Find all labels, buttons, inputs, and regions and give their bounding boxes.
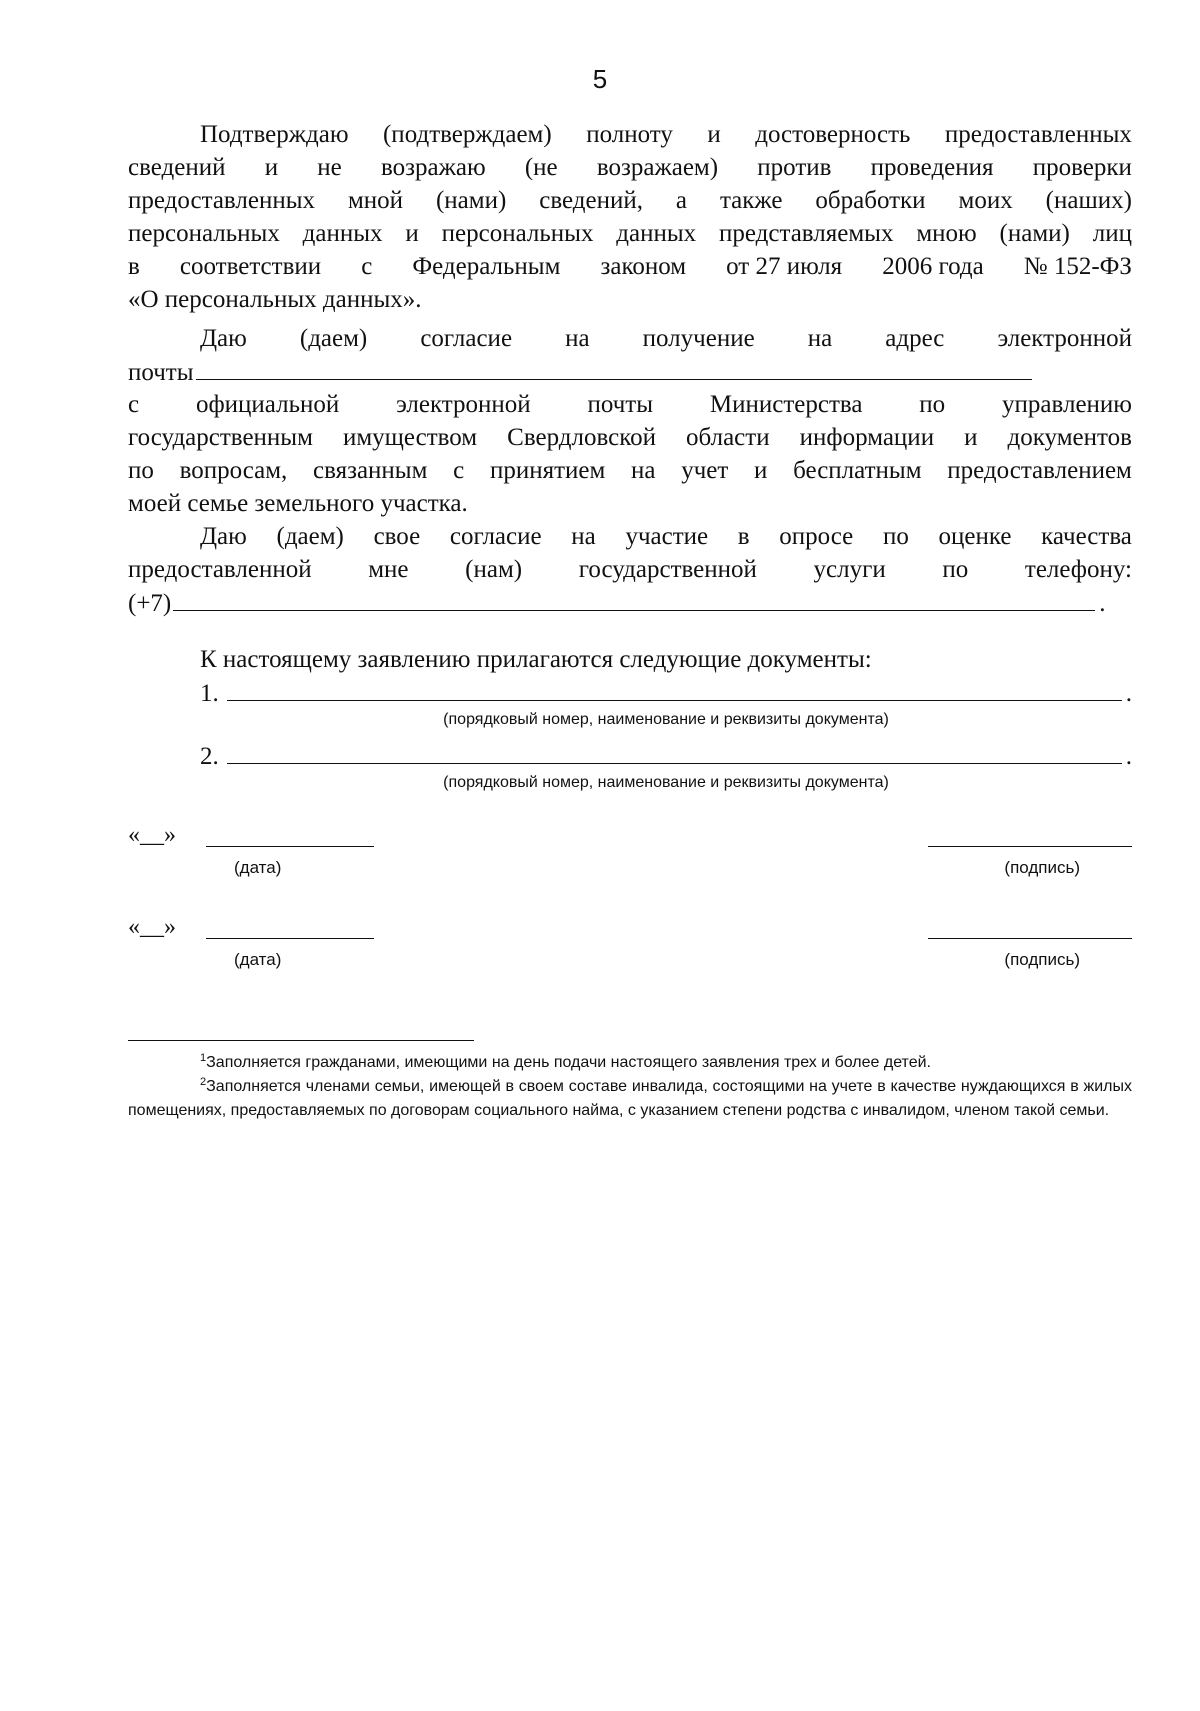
footnote: [128, 1051, 1132, 1075]
word: и: [264, 154, 279, 181]
word: (даем): [299, 325, 368, 352]
word: предоставленных: [128, 187, 316, 214]
word: телефону:: [1024, 556, 1132, 583]
justified-line: [128, 118, 1132, 151]
word: сведений: [128, 154, 226, 181]
word: (нами): [435, 187, 507, 214]
word: бесплатным: [793, 457, 922, 484]
justified-line: [128, 217, 1132, 250]
phone-prefix: (+7): [128, 590, 172, 617]
phone-blank[interactable]: [173, 586, 1095, 611]
email-label: почты: [128, 359, 194, 386]
word: качества: [1041, 523, 1132, 550]
word: данных: [616, 220, 697, 247]
date-blank[interactable]: [206, 938, 374, 939]
word: с: [361, 253, 373, 280]
signature-blank[interactable]: [928, 938, 1132, 939]
word: Свердловской: [507, 424, 656, 451]
word: на: [631, 457, 656, 484]
word: также: [719, 187, 783, 214]
word: информации: [799, 424, 935, 451]
word: соответствии: [179, 253, 322, 280]
signature-blank[interactable]: [928, 846, 1132, 847]
attachment-caption: (порядковый номер, наименование и реквизиты документа): [443, 711, 889, 728]
word: управлению: [1002, 391, 1132, 418]
justified-line: [128, 520, 1132, 553]
word: и: [405, 220, 419, 247]
word: по: [128, 457, 154, 484]
attachment-item: [128, 739, 1132, 772]
word: электронной: [997, 325, 1132, 352]
attachment-end: .: [1125, 743, 1132, 770]
consent-verification-paragraph: [128, 118, 1132, 316]
word: (подтверждаем): [382, 121, 552, 148]
word: (нами): [999, 220, 1070, 247]
footnote-text: Заполняется членами семьи, имеющей в своем составе инвалида, состоящими на учете в качестве нуждающихся в жилых помещениях, предоставляемых по договорам социального найма, с указанием степени родства с инвалидом, членом такой семьи.: [128, 1078, 1132, 1119]
signature-caption: (подпись): [1004, 950, 1080, 969]
word: возражаем): [596, 154, 719, 181]
justified-line: [128, 322, 1132, 355]
word: с: [453, 457, 465, 484]
word: и: [754, 457, 768, 484]
word: проведения: [870, 154, 994, 181]
email-blank[interactable]: [196, 355, 1032, 380]
word: персональных: [441, 220, 594, 247]
attachment-caption: (порядковый номер, наименование и реквизиты документа): [443, 774, 889, 791]
word: мною: [916, 220, 977, 247]
footnote-separator: [128, 1040, 474, 1041]
date-day-quote: «__»: [128, 822, 176, 848]
word: Даю: [200, 325, 247, 352]
word: Министерства: [709, 391, 863, 418]
word: № 152-ФЗ: [1023, 253, 1132, 280]
justified-line: [128, 250, 1132, 283]
word: на: [565, 325, 590, 352]
word: оценке: [938, 523, 1012, 550]
phone-end: .: [1099, 590, 1106, 617]
word: лиц: [1092, 220, 1132, 247]
email-fill-line: [128, 355, 1132, 388]
word: мне: [368, 556, 409, 583]
word: обработки: [815, 187, 926, 214]
footnote-text: Заполняется гражданами, имеющими на день подачи настоящего заявления трех и более детей.: [206, 1054, 931, 1071]
word: сведений,: [539, 187, 643, 214]
word: принятием: [489, 457, 606, 484]
footnote-mark: 2: [200, 1076, 207, 1088]
word: (наших): [1045, 187, 1132, 214]
word: согласие: [420, 325, 513, 352]
word: представляемых: [719, 220, 894, 247]
word: адрес: [885, 325, 945, 352]
phone-fill-line: [128, 586, 1132, 619]
attachments-section: [128, 643, 1132, 802]
word: полноту: [586, 121, 673, 148]
date-blank[interactable]: [206, 846, 374, 847]
word: возражаю: [380, 154, 486, 181]
word: области: [686, 424, 770, 451]
word: мной: [347, 187, 404, 214]
word: предоставлением: [947, 457, 1132, 484]
word: связанным: [313, 457, 428, 484]
word: государственным: [128, 424, 313, 451]
word: Федеральным: [412, 253, 561, 280]
signature-line: [128, 822, 1132, 877]
word: а: [675, 187, 688, 214]
word: государственной: [578, 556, 757, 583]
consent-survey-paragraph: [128, 520, 1132, 619]
word: данных: [302, 220, 383, 247]
word: получение: [642, 325, 755, 352]
paragraph-last-line: моей семье земельного участка.: [128, 490, 468, 517]
justified-line: [128, 421, 1132, 454]
word: от 27 июля: [726, 253, 843, 280]
signature-caption: (подпись): [1004, 858, 1080, 877]
page-number: 5: [592, 64, 608, 94]
attachments-heading: К настоящему заявлению прилагаются следующие документы:: [200, 646, 872, 673]
word: согласие: [449, 523, 542, 550]
word: законом: [600, 253, 687, 280]
word: проверки: [1032, 154, 1132, 181]
date-day-quote: «__»: [128, 914, 176, 940]
word: опросе: [779, 523, 854, 550]
date-caption: (дата): [234, 858, 282, 877]
word: 2006 года: [882, 253, 984, 280]
word: Даю: [200, 523, 247, 550]
word: в: [128, 253, 140, 280]
word: предоставленных: [944, 121, 1132, 148]
word: персональных: [128, 220, 280, 247]
word: Подтверждаю: [200, 121, 349, 148]
word: электронной: [396, 391, 531, 418]
word: против: [757, 154, 832, 181]
statement-body: [128, 118, 1132, 619]
attachment-blank[interactable]: [227, 739, 1122, 764]
word: по: [882, 523, 909, 550]
attachment-item: [128, 676, 1132, 709]
word: достоверность: [755, 121, 911, 148]
word: на: [571, 523, 596, 550]
word: свое: [373, 523, 421, 550]
footnote-mark: 1: [200, 1052, 207, 1064]
word: по: [919, 391, 946, 418]
word: по: [942, 556, 969, 583]
justified-line: [128, 454, 1132, 487]
word: учет: [681, 457, 729, 484]
footnote: [128, 1075, 1132, 1123]
word: имуществом: [342, 424, 478, 451]
word: на: [807, 325, 833, 352]
justified-line: [128, 151, 1132, 184]
word: участие: [625, 523, 709, 550]
consent-email-paragraph: [128, 322, 1132, 520]
word: официальной: [195, 391, 340, 418]
footnotes: [128, 1040, 1132, 1123]
attachment-number: 2.: [200, 743, 219, 770]
signature-row: [128, 914, 1132, 969]
justified-line: [128, 184, 1132, 217]
word: (даем): [276, 523, 344, 550]
paragraph-last-line: «О персональных данных».: [128, 286, 422, 313]
word: вопросам,: [179, 457, 288, 484]
word: (не: [524, 154, 558, 181]
word: предоставленной: [128, 556, 312, 583]
attachment-blank[interactable]: [227, 676, 1122, 701]
signature-line: [128, 914, 1132, 969]
word: и: [707, 121, 721, 148]
date-caption: (дата): [234, 950, 282, 969]
word: (нам): [465, 556, 523, 583]
word: почты: [587, 391, 654, 418]
attachment-number: 1.: [200, 680, 219, 707]
word: документов: [1007, 424, 1132, 451]
word: в: [737, 523, 750, 550]
signature-row: [128, 822, 1132, 877]
word: с: [128, 391, 140, 418]
attachment-end: .: [1125, 680, 1132, 707]
word: моих: [958, 187, 1013, 214]
justified-line: [128, 388, 1132, 421]
word: услуги: [813, 556, 886, 583]
word: не: [317, 154, 342, 181]
justified-line: [128, 553, 1132, 586]
word: и: [964, 424, 978, 451]
